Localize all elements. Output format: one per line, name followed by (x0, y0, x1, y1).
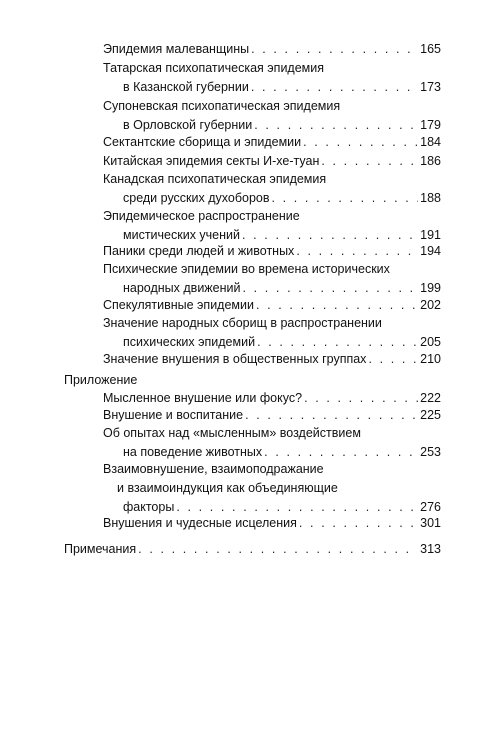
toc-page-number: 222 (420, 391, 441, 405)
toc-entry-title: Мысленное внушение или фокус? (103, 391, 303, 405)
dot-leader (321, 152, 418, 171)
toc-entry-title: Эпидемическое распространение (103, 209, 300, 223)
toc-entry (103, 350, 441, 369)
toc-entry-title: Татарская психопатическая эпидемия (103, 61, 325, 75)
toc-page-number: 276 (420, 500, 441, 514)
toc-entry (103, 152, 441, 171)
toc-entry (103, 59, 441, 97)
toc-entry-notes (64, 540, 441, 559)
toc-page-number: 188 (420, 191, 441, 205)
toc-entry (103, 424, 441, 462)
toc-page-number: 199 (420, 281, 441, 295)
dot-leader (303, 133, 418, 152)
toc-entry-title: Супоневская психопатическая эпидемия (103, 99, 341, 113)
toc-entry-title: Примечания (64, 542, 137, 556)
toc-entry-title-continued: на поведение животных (123, 445, 263, 459)
toc-entry-title: Внушение и воспитание (103, 408, 244, 422)
toc-entry-title: Спекулятивные эпидемии (103, 298, 254, 312)
dot-leader (256, 296, 418, 315)
toc-entry-title: Канадская психопатическая эпидемия (103, 172, 327, 186)
toc-page-number: 194 (420, 244, 441, 258)
toc-page-number: 186 (420, 154, 441, 168)
toc-entry-title-continued: среди русских духоборов (123, 191, 270, 205)
toc-entry (103, 133, 441, 152)
toc-entry-title: Значение внушения в общественных группах (103, 352, 367, 366)
dot-leader (245, 406, 418, 425)
toc-entry-title: Значение народных сборищ в распространении (103, 316, 382, 330)
toc-page-number: 184 (420, 135, 441, 149)
toc-entry (103, 406, 441, 425)
toc-entry (103, 97, 441, 135)
toc-entry-title-continued: в Казанской губернии (123, 80, 249, 94)
toc-entry-title: Взаимовнушение, взаимоподражание (103, 462, 324, 476)
toc-page-number: 165 (420, 42, 441, 56)
toc-entry-title: Внушения и чудесные исцеления (103, 516, 297, 530)
dot-leader (138, 540, 418, 559)
toc-page-number: 210 (420, 352, 441, 366)
toc-entry (103, 170, 441, 208)
toc-entry-title: Психические эпидемии во времена исторических (103, 262, 390, 276)
toc-page-number: 253 (420, 445, 441, 459)
toc-entry-title-continued: факторы (123, 500, 175, 514)
toc-page-number: 205 (420, 335, 441, 349)
toc-page-number: 301 (420, 516, 441, 530)
dot-leader (299, 514, 418, 533)
toc-entry-title-continued: в Орловской губернии (123, 118, 253, 132)
toc-entry-title-continued: и взаимоиндукция как объединяющие (117, 481, 338, 495)
toc-entry (103, 514, 441, 533)
toc-entry (103, 314, 441, 352)
toc-entry-title: Эпидемия малеванщины (103, 42, 250, 56)
dot-leader (296, 242, 418, 261)
toc-entry-title: Китайская эпидемия секты И-хе-туан (103, 154, 320, 168)
dot-leader (271, 189, 418, 208)
toc-page-number: 202 (420, 298, 441, 312)
dot-leader (251, 78, 418, 97)
toc-entry (103, 242, 441, 261)
dot-leader (251, 40, 418, 59)
toc-entry (103, 296, 441, 315)
dot-leader (368, 350, 418, 369)
toc-entry (103, 460, 441, 517)
toc-entry (103, 260, 441, 298)
toc-entry (103, 207, 441, 245)
toc-page-number: 173 (420, 80, 441, 94)
toc-entry-title: Об опытах над «мысленным» воздействием (103, 426, 361, 440)
toc-page-number: 191 (420, 228, 441, 242)
toc-page-number: 179 (420, 118, 441, 132)
toc-page-number: 225 (420, 408, 441, 422)
toc-entry-title-continued: народных движений (123, 281, 241, 295)
toc-page-number: 313 (420, 542, 441, 556)
toc-entry-title: Паники среди людей и животных (103, 244, 295, 258)
toc-entry-title-continued: мистических учений (123, 228, 241, 242)
section-heading-appendix: Приложение (64, 373, 138, 387)
toc-entry (103, 40, 441, 59)
toc-entry-title: Сектантские сборища и эпидемии (103, 135, 302, 149)
toc-entry-title-continued: психических эпидемий (123, 335, 256, 349)
